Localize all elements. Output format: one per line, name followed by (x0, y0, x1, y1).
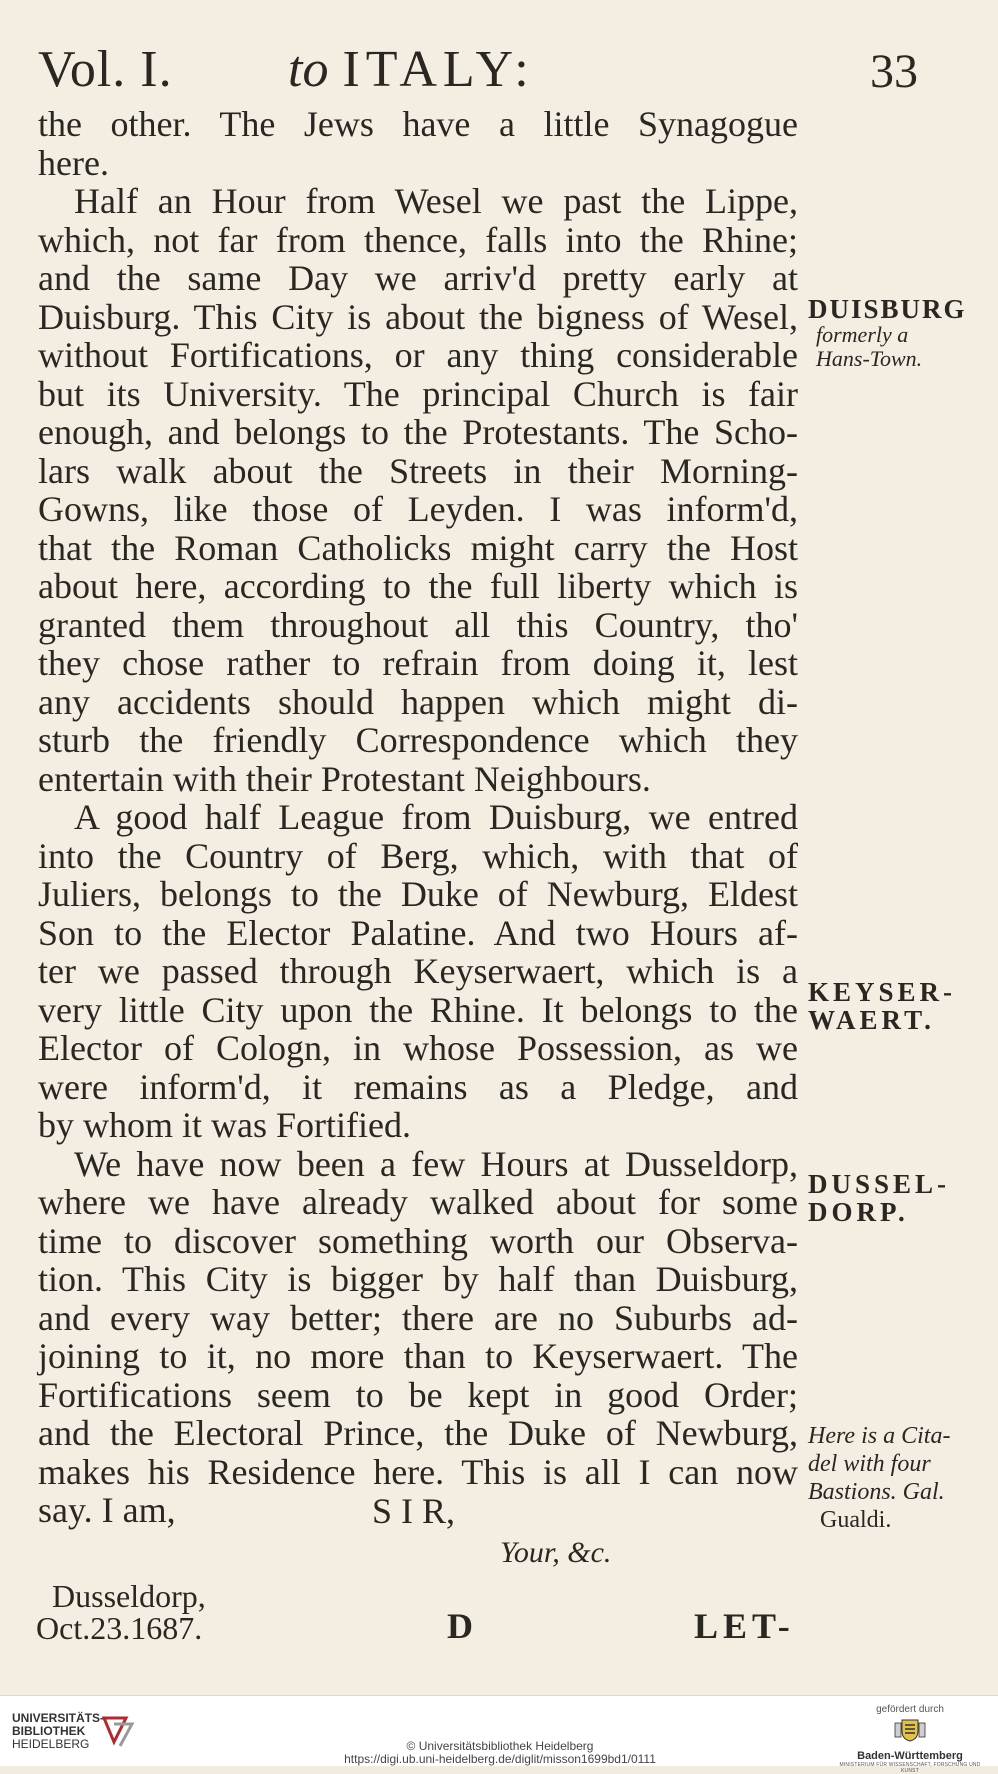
text-line: Half an Hour from Wesel we past the Lippe, (74, 181, 798, 221)
text-line: were inform'd, it remains as a Pledge, and (38, 1066, 798, 1107)
text-line: Gowns, like those of Leyden. I was inform'd, (38, 489, 798, 529)
text-line: joining to it, no more than to Keyserwaert. The (38, 1336, 798, 1376)
text-line: A good half League from Duisburg, we entred (74, 797, 798, 837)
letter-date: Oct.23.1687. (36, 1610, 203, 1646)
page-number: 33 (870, 45, 918, 98)
margin-note-line: Hans-Town. (816, 346, 923, 371)
margin-note-line: del with four (808, 1451, 931, 1477)
text-line: lars walk about the Streets in their Morning- (38, 450, 798, 491)
text-line: by whom it was Fortified. (38, 1105, 411, 1145)
closing-yours: Your, &c. (500, 1536, 612, 1569)
volume-label: Vol. I. (38, 41, 173, 98)
permalink[interactable]: https://digi.ub.uni-heidelberg.de/diglit/misson1699bd1/0111 (344, 1752, 656, 1766)
text-line: but its University. The principal Church is fair (38, 373, 798, 414)
text-line: Son to the Elector Palatine. And two Hours af- (38, 912, 798, 953)
sponsor-name: Baden-Württemberg (857, 1750, 963, 1762)
margin-note-dusseldorp (808, 1170, 988, 1226)
margin-note-duisburg (808, 295, 988, 371)
text-line: say. I am, (38, 1490, 176, 1530)
text-line: time to discover something worth our Observa- (38, 1220, 798, 1261)
text-line: ter we passed through Keyserwaert, which is a (38, 951, 798, 991)
margin-note-title: KEYSER- (808, 977, 957, 1007)
body-text (38, 105, 798, 1530)
margin-note-keyserwaert (808, 978, 988, 1034)
text-line: any accidents should happen which might di- (38, 681, 798, 722)
title-main: ITALY: (342, 41, 535, 98)
library-emblem-icon (98, 1710, 138, 1750)
running-title (288, 40, 535, 99)
text-line: here. (38, 142, 109, 183)
sponsor-label: gefördert durch (876, 1704, 944, 1715)
text-line: Fortifications seem to be kept in good Order; (38, 1374, 798, 1415)
margin-note-line: Bastions. Gal. (808, 1479, 945, 1505)
library-name-line: HEIDELBERG (12, 1737, 90, 1751)
viewer-footer (0, 1695, 998, 1774)
text-line: sturb the friendly Correspondence which they (38, 720, 798, 760)
text-line: that the Roman Catholicks might carry the Host (38, 527, 798, 568)
margin-note-citadel (808, 1422, 988, 1534)
sponsor-subtitle: MINISTERIUM FÜR WISSENSCHAFT, FORSCHUNG UND KUNST (839, 1762, 981, 1774)
text-line: which, not far from thence, falls into the Rhine; (38, 219, 798, 260)
text-line: granted them throughout all this Country, tho' (38, 604, 798, 645)
library-name-line: BIBLIOTHEK (12, 1724, 86, 1738)
catchword: LET- (694, 1606, 795, 1646)
margin-note-title: DUSSEL- (808, 1169, 951, 1199)
text-line: enough, and belongs to the Protestants. The Scho- (38, 412, 798, 452)
library-name-line: UNIVERSITÄTS- (12, 1711, 105, 1725)
text-line: into the Country of Berg, which, with that of (38, 835, 798, 876)
signature-mark: D (447, 1606, 473, 1646)
text-line: We have now been a few Hours at Dusseldorp, (74, 1143, 798, 1184)
text-line: and every way better; there are no Suburbs ad- (38, 1297, 798, 1338)
margin-note-line: Gualdi. (820, 1507, 892, 1533)
text-line: very little City upon the Rhine. It belongs to the (38, 989, 798, 1030)
margin-note-line: formerly a (816, 322, 909, 347)
running-header (38, 40, 918, 110)
text-line: they chose rather to refrain from doing it, lest (38, 643, 798, 683)
coat-of-arms-icon (893, 1717, 927, 1743)
text-line: Juliers, belongs to the Duke of Newburg, Eldest (38, 874, 798, 914)
text-line: Elector of Cologn, in whose Possession, as we (38, 1028, 798, 1068)
text-line: and the same Day we arriv'd pretty early at (38, 258, 798, 298)
text-line: about here, according to the full liberty which is (38, 566, 798, 606)
margin-note-title: DORP. (808, 1197, 909, 1227)
text-line: entertain with their Protestant Neighbours. (38, 758, 651, 799)
margin-note-line: Here is a Cita- (808, 1423, 951, 1449)
text-line: tion. This City is bigger by half than Duisburg, (38, 1259, 798, 1299)
text-line: makes his Residence here. This is all I can now (38, 1451, 798, 1492)
text-line: Duisburg. This City is about the bigness of Wesel, (38, 296, 798, 337)
sponsor-block[interactable] (830, 1704, 990, 1774)
margin-note-title: DUISBURG (808, 294, 967, 324)
copyright-text: © Universitätsbibliothek Heidelberg (406, 1739, 594, 1753)
letter-place: Dusseldorp, (52, 1578, 206, 1614)
title-prefix: to (288, 41, 329, 98)
salutation: S I R, (372, 1491, 456, 1531)
text-line: the other. The Jews have a little Synagogue (38, 104, 798, 144)
margin-note-title: WAERT. (808, 1005, 935, 1035)
text-line: without Fortifications, or any thing considerable (38, 335, 798, 375)
text-line: where we have already walked about for some (38, 1182, 798, 1222)
text-line: and the Electoral Prince, the Duke of Newburg, (38, 1413, 798, 1453)
